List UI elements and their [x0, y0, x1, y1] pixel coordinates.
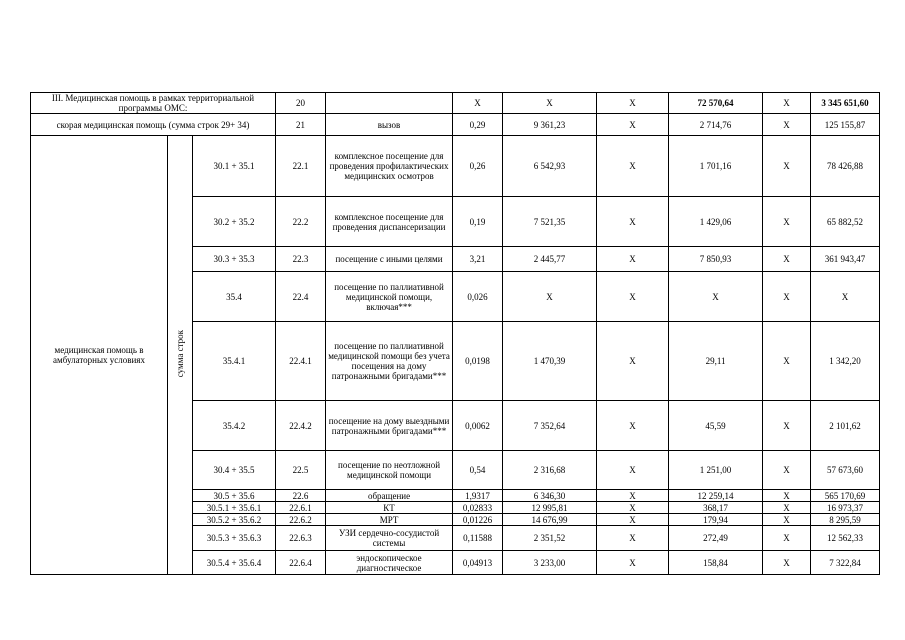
cell-volume: 0,54: [453, 451, 503, 490]
section3-label: III. Медицинская помощь в рамках территориальной программы ОМС:: [31, 93, 276, 114]
cell-c9: 368,17: [669, 502, 763, 514]
cell-volume: 0,0062: [453, 401, 503, 451]
table-row-section3: [31, 93, 880, 114]
cell-c10: X: [763, 272, 811, 322]
cell-c8: X: [597, 490, 669, 502]
ambulance-unit: вызов: [326, 114, 453, 136]
cell-c10: X: [763, 502, 811, 514]
ambulance-volume: 0,29: [453, 114, 503, 136]
cell-unit: УЗИ сердечно-сосудистой системы: [326, 526, 453, 551]
outpatient-label: медицинская помощь в амбулаторных условиях: [31, 136, 168, 575]
cell-c10: X: [763, 247, 811, 272]
cell-unit: посещение на дому выездными патронажными бригадами***: [326, 401, 453, 451]
cell-ref: 30.2 + 35.2: [193, 197, 276, 247]
cell-c11: 57 673,60: [811, 451, 880, 490]
cell-cost: 2 445,77: [503, 247, 597, 272]
cell-volume: 3,21: [453, 247, 503, 272]
cell-unit: МРТ: [326, 514, 453, 526]
cell-c11: 7 322,84: [811, 551, 880, 575]
table-body: [31, 93, 880, 575]
cell-cost: 12 995,81: [503, 502, 597, 514]
cell-line: 22.6.1: [276, 502, 326, 514]
cell-c8: X: [597, 514, 669, 526]
cell-c10: X: [763, 197, 811, 247]
cell-c9: 1 251,00: [669, 451, 763, 490]
cell-ref: 30.4 + 35.5: [193, 451, 276, 490]
table-row-ambulance: [31, 114, 880, 136]
cell-c8: X: [597, 322, 669, 401]
cell-c10: X: [763, 514, 811, 526]
cell-c10: X: [763, 451, 811, 490]
cell-ref: 35.4.1: [193, 322, 276, 401]
ambulance-c8: X: [597, 114, 669, 136]
cell-c10: X: [763, 490, 811, 502]
cell-c11: 8 295,59: [811, 514, 880, 526]
cell-c11: 78 426,88: [811, 136, 880, 197]
cell-cost: 7 352,64: [503, 401, 597, 451]
cell-c8: X: [597, 551, 669, 575]
cell-cost: 3 233,00: [503, 551, 597, 575]
cell-line: 22.4.2: [276, 401, 326, 451]
cell-volume: 0,11588: [453, 526, 503, 551]
cell-volume: 0,19: [453, 197, 503, 247]
table-row: [31, 136, 880, 197]
cell-c11: 565 170,69: [811, 490, 880, 502]
sum-rows-label: сумма строк: [175, 330, 185, 378]
cell-c9: 272,49: [669, 526, 763, 551]
cell-line: 22.3: [276, 247, 326, 272]
section3-line: 20: [276, 93, 326, 114]
cell-volume: 0,04913: [453, 551, 503, 575]
cell-volume: 1,9317: [453, 490, 503, 502]
section3-c10: X: [763, 93, 811, 114]
cell-volume: 0,026: [453, 272, 503, 322]
cell-cost: 14 676,99: [503, 514, 597, 526]
cell-c8: X: [597, 526, 669, 551]
cell-c9: 12 259,14: [669, 490, 763, 502]
cell-c10: X: [763, 526, 811, 551]
cell-c11: 65 882,52: [811, 197, 880, 247]
cell-line: 22.2: [276, 197, 326, 247]
cell-line: 22.4: [276, 272, 326, 322]
ambulance-label: скорая медицинская помощь (сумма строк 29+ 34): [31, 114, 276, 136]
cell-c11: 1 342,20: [811, 322, 880, 401]
cell-c8: X: [597, 272, 669, 322]
cell-ref: 30.5 + 35.6: [193, 490, 276, 502]
cell-c11: 12 562,33: [811, 526, 880, 551]
cell-cost: X: [503, 272, 597, 322]
cell-ref: 30.3 + 35.3: [193, 247, 276, 272]
cell-ref: 30.5.4 + 35.6.4: [193, 551, 276, 575]
cell-unit: посещение с иными целями: [326, 247, 453, 272]
cell-c9: 29,11: [669, 322, 763, 401]
cell-ref: 35.4: [193, 272, 276, 322]
ambulance-c11: 125 155,87: [811, 114, 880, 136]
sum-rows-label-cell: [168, 136, 193, 575]
cell-c10: X: [763, 322, 811, 401]
cell-unit: посещение по паллиативной медицинской помощи, включая***: [326, 272, 453, 322]
cell-ref: 30.5.3 + 35.6.3: [193, 526, 276, 551]
cell-line: 22.6: [276, 490, 326, 502]
section3-unit: [326, 93, 453, 114]
cell-volume: 0,0198: [453, 322, 503, 401]
cell-c8: X: [597, 197, 669, 247]
ambulance-c9: 2 714,76: [669, 114, 763, 136]
cell-cost: 7 521,35: [503, 197, 597, 247]
cell-line: 22.5: [276, 451, 326, 490]
cell-c9: 1 701,16: [669, 136, 763, 197]
cell-cost: 2 351,52: [503, 526, 597, 551]
cell-line: 22.6.2: [276, 514, 326, 526]
cell-line: 22.4.1: [276, 322, 326, 401]
cell-line: 22.6.3: [276, 526, 326, 551]
ambulance-c10: X: [763, 114, 811, 136]
section3-cost: X: [503, 93, 597, 114]
cell-volume: 0,02833: [453, 502, 503, 514]
cell-unit: эндоскопическое диагностическое: [326, 551, 453, 575]
cell-unit: КТ: [326, 502, 453, 514]
cell-line: 22.1: [276, 136, 326, 197]
section3-c11: 3 345 651,60: [811, 93, 880, 114]
cell-cost: 2 316,68: [503, 451, 597, 490]
ambulance-line: 21: [276, 114, 326, 136]
cell-cost: 6 542,93: [503, 136, 597, 197]
cell-unit: посещение по паллиативной медицинской помощи без учета посещения на дому патронажными бригадами***: [326, 322, 453, 401]
cell-unit: посещение по неотложной медицинской помощи: [326, 451, 453, 490]
cell-c9: 158,84: [669, 551, 763, 575]
section3-c9: 72 570,64: [669, 93, 763, 114]
cell-c10: X: [763, 136, 811, 197]
cell-c9: 179,94: [669, 514, 763, 526]
ambulance-cost: 9 361,23: [503, 114, 597, 136]
cell-c11: 2 101,62: [811, 401, 880, 451]
cell-unit: комплексное посещение для проведения диспансеризации: [326, 197, 453, 247]
cell-line: 22.6.4: [276, 551, 326, 575]
cell-ref: 30.5.1 + 35.6.1: [193, 502, 276, 514]
cell-c8: X: [597, 136, 669, 197]
cell-c8: X: [597, 502, 669, 514]
cell-cost: 1 470,39: [503, 322, 597, 401]
cell-cost: 6 346,30: [503, 490, 597, 502]
cell-volume: 0,01226: [453, 514, 503, 526]
cell-ref: 30.1 + 35.1: [193, 136, 276, 197]
cell-ref: 35.4.2: [193, 401, 276, 451]
finance-table: [30, 92, 880, 575]
cell-c10: X: [763, 551, 811, 575]
cell-ref: 30.5.2 + 35.6.2: [193, 514, 276, 526]
cell-c9: X: [669, 272, 763, 322]
section3-c8: X: [597, 93, 669, 114]
cell-volume: 0,26: [453, 136, 503, 197]
cell-c9: 45,59: [669, 401, 763, 451]
cell-c11: 16 973,37: [811, 502, 880, 514]
cell-c11: X: [811, 272, 880, 322]
cell-c8: X: [597, 247, 669, 272]
cell-unit: обращение: [326, 490, 453, 502]
cell-c11: 361 943,47: [811, 247, 880, 272]
cell-c9: 7 850,93: [669, 247, 763, 272]
section3-volume: X: [453, 93, 503, 114]
cell-c9: 1 429,06: [669, 197, 763, 247]
cell-c10: X: [763, 401, 811, 451]
cell-c8: X: [597, 401, 669, 451]
cell-c8: X: [597, 451, 669, 490]
cell-unit: комплексное посещение для проведения профилактических медицинских осмотров: [326, 136, 453, 197]
